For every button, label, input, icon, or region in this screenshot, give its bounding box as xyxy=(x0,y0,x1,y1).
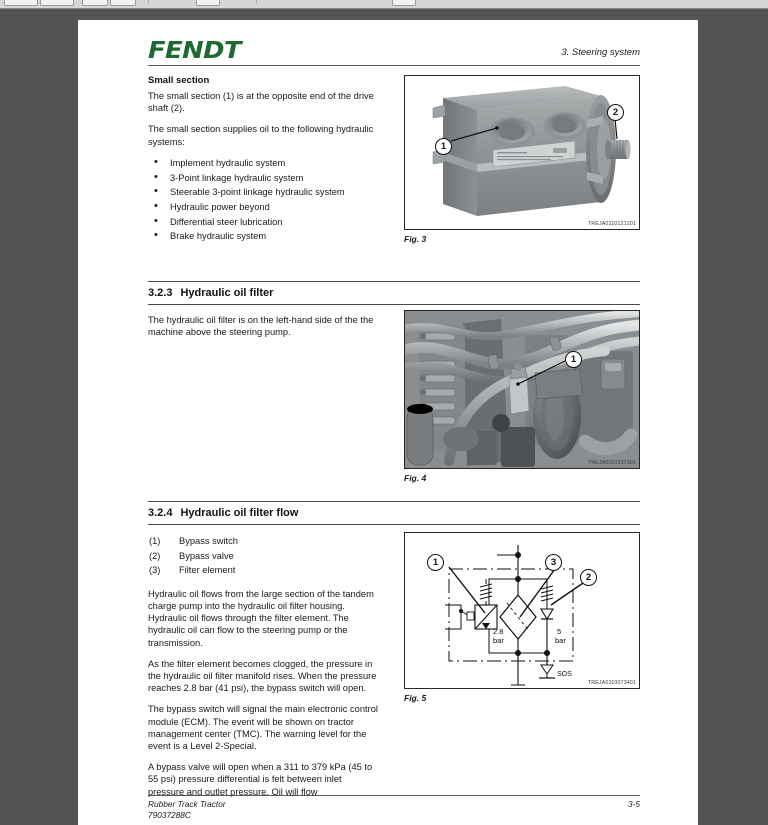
figure-5-callout-2: 2 xyxy=(580,569,597,586)
list-item: • Implement hydraulic system xyxy=(148,157,380,169)
legend-label: Filter element xyxy=(179,565,236,576)
toolbar-button-4[interactable] xyxy=(110,0,136,6)
chapter-title: 3. Steering system xyxy=(561,47,640,58)
section-323-number: 3.2.3 xyxy=(148,287,173,299)
section-323-title xyxy=(148,282,640,304)
list-item: • Steerable 3-point linkage hydraulic system xyxy=(148,186,380,198)
figure-4-caption: Fig. 4 xyxy=(404,473,427,483)
figure-4 xyxy=(404,310,640,483)
hydraulic-systems-list xyxy=(148,157,380,243)
toolbar-button-2[interactable] xyxy=(40,0,74,6)
section-324-content xyxy=(148,534,640,797)
figure-3-code: TREJA0110121201 xyxy=(587,221,636,227)
small-section-heading: Small section xyxy=(148,75,210,86)
section-324-para-4: A bypass valve will open when a 311 to 379 kPa (45 to 55 psi) pressure differential is felt between inlet pressure and outlet pressure. Oil will flow xyxy=(148,762,373,797)
small-section-para-1: The small section (1) is at the opposite end of the drive shaft (2). xyxy=(148,91,374,114)
section-324-heading-block xyxy=(148,501,640,525)
figure-3-image xyxy=(404,75,640,230)
header-divider xyxy=(148,65,640,66)
legend-row xyxy=(148,534,239,549)
footer-document-title: Rubber Track Tractor xyxy=(148,799,226,809)
section-323-para-1: The hydraulic oil filter is on the left-hand side of the the machine above the steering pump. xyxy=(148,315,374,338)
toolbar-separator-2 xyxy=(256,0,257,4)
legend-row xyxy=(148,563,239,578)
section-323-block xyxy=(148,281,640,499)
section-324-para-3: The bypass switch will signal the main electronic control module (ECM). The event will be shown on tractor management center (TMC). The warning level for the event is a Level 2-Special. xyxy=(148,704,378,752)
figure-3-callout-2: 2 xyxy=(607,104,624,121)
figure-3-callout-1: 1 xyxy=(435,138,452,155)
legend-label: Bypass switch xyxy=(179,536,238,546)
section-323-text xyxy=(148,314,380,347)
page-footer xyxy=(148,795,640,820)
figure-3-caption: Fig. 3 xyxy=(404,234,427,244)
footer-document-number: 79037288C xyxy=(148,809,191,820)
toolbar-button-6[interactable] xyxy=(392,0,416,6)
section-324-para-2: As the filter element becomes clogged, the pressure in the hydraulic oil filter manifold rises. When the pressure reaches 2.8 bar (41 psi), the bypass switch will open. xyxy=(148,658,377,694)
page-number: 3-5 xyxy=(628,799,640,809)
pdf-page-canvas[interactable] xyxy=(0,10,768,820)
component-legend xyxy=(148,534,239,578)
small-section-para-2: The small section supplies oil to the following hydraulic systems: xyxy=(148,124,374,147)
legend-number: (1) xyxy=(149,536,161,546)
toolbar-button-3[interactable] xyxy=(82,0,108,6)
page-content-area xyxy=(148,38,640,797)
figure-4-callout-1: 1 xyxy=(565,351,582,368)
legend-label: Bypass valve xyxy=(179,550,234,561)
valve-pressure-unit: bar xyxy=(555,636,566,645)
section-323-rule-bottom xyxy=(148,304,640,305)
figure-5-code: TREJA0110073401 xyxy=(587,680,636,686)
figure-4-image xyxy=(404,310,640,469)
section-323-label: Hydraulic oil filter xyxy=(180,287,274,299)
engine-bay-photo xyxy=(405,311,639,468)
list-item: • Brake hydraulic system xyxy=(148,230,380,242)
figure-5-image xyxy=(404,532,640,689)
toolbar-button-5[interactable] xyxy=(196,0,220,6)
valve-pressure-value: 5 xyxy=(557,627,562,636)
legend-row xyxy=(148,549,239,564)
section-324-number: 3.2.4 xyxy=(148,507,173,519)
sos-port-label: SOS xyxy=(557,671,572,678)
figure-5-caption: Fig. 5 xyxy=(404,693,427,703)
section-324-label: Hydraulic oil filter flow xyxy=(180,507,299,519)
figure-5-callout-1: 1 xyxy=(427,554,444,571)
legend-number: (2) xyxy=(149,550,161,561)
section-323-heading-block xyxy=(148,281,640,305)
toolbar-button-1[interactable] xyxy=(4,0,38,6)
section-323-content xyxy=(148,314,640,499)
toolbar-separator-1 xyxy=(148,0,149,4)
section-324-text xyxy=(148,534,380,807)
switch-pressure-unit: bar xyxy=(493,636,504,645)
list-item: • Differential steer lubrication xyxy=(148,216,380,228)
pdf-viewer-toolbar[interactable] xyxy=(0,0,768,9)
section-324-rule-bottom xyxy=(148,524,640,525)
figure-5-callout-3: 3 xyxy=(545,554,562,571)
page-header xyxy=(148,38,640,68)
small-section-text xyxy=(148,75,380,245)
small-section-block xyxy=(148,75,640,267)
document-page xyxy=(78,20,698,825)
figure-3 xyxy=(404,75,640,244)
figure-5 xyxy=(404,532,640,703)
section-324-block xyxy=(148,501,640,797)
section-324-para-1: Hydraulic oil flows from the large section of the tandem charge pump into the hydraulic oil filter housing. Hydraulic oil flows through the filter element. The hydraulic oil can flow to the steering pump or the transmission. xyxy=(148,588,374,648)
list-item: • 3-Point linkage hydraulic system xyxy=(148,172,380,184)
list-item: • Hydraulic power beyond xyxy=(148,201,380,213)
switch-pressure-value: 2.8 xyxy=(493,627,504,636)
figure-4-code: TREJA0110337301 xyxy=(587,460,636,466)
fendt-logo: FENDT xyxy=(148,38,241,64)
legend-number: (3) xyxy=(149,565,161,576)
section-324-title xyxy=(148,502,640,524)
